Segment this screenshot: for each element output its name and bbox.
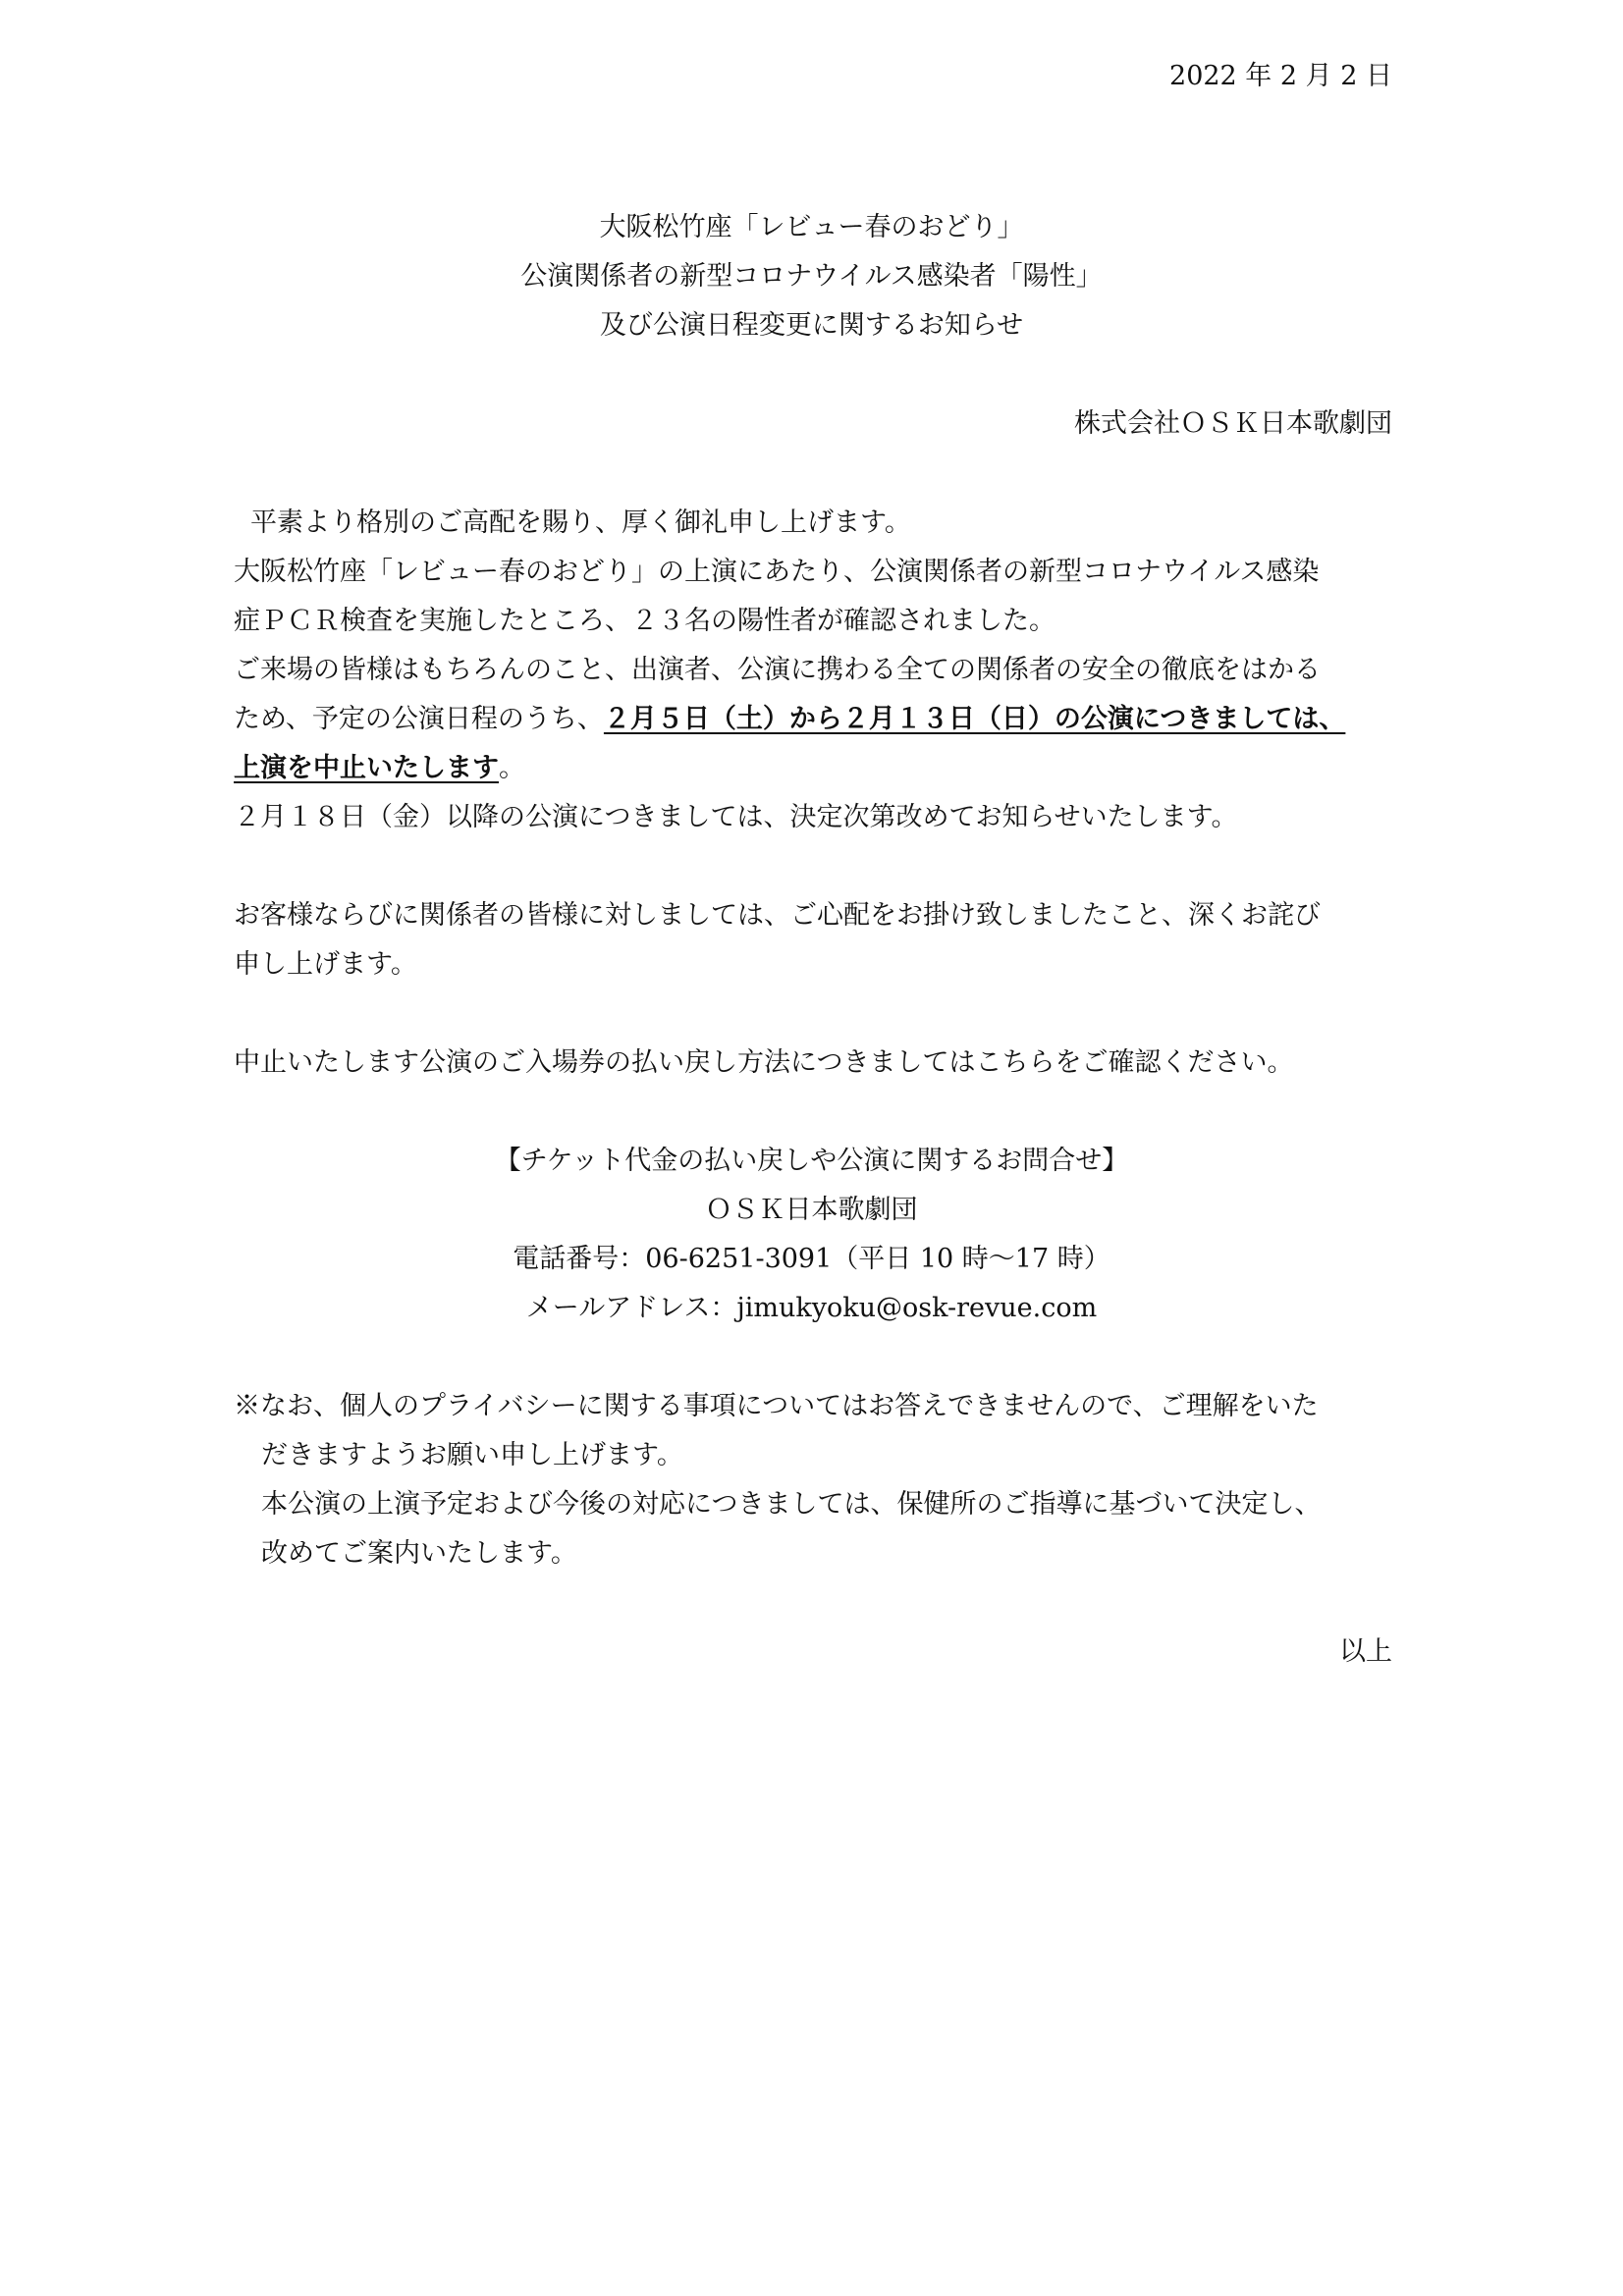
title-line-2: 公演関係者の新型コロナウイルス感染者「陽性」	[520, 261, 1103, 292]
document-date: 2022 年 2 月 2 日	[1169, 61, 1392, 91]
cancellation-notice-emphasis: 上演を中止いたします	[234, 753, 499, 783]
note-line-1: ※なお、個人のプライバシーに関する事項についてはお答えできませんので、ご理解をいた	[234, 1391, 1319, 1421]
body-para2-line3	[234, 749, 525, 788]
contact-phone: 電話番号：06-6251-3091（平日 10 時～17 時）	[513, 1244, 1110, 1274]
body-para1-line2: 症ＰＣＲ検査を実施したところ、２３名の陽性者が確認されました。	[234, 606, 1055, 636]
body-para2-line2	[234, 700, 1345, 739]
note-line-2: だきますようお願い申し上げます。	[261, 1440, 683, 1470]
cancellation-period-emphasis: ２月５日（土）から２月１３日（日）の公演につきましては、	[603, 704, 1346, 734]
title-line-1: 大阪松竹座「レビュー春のおどり」	[599, 212, 1024, 242]
refund-instruction: 中止いたします公演のご入場券の払い戻し方法につきましてはこちらをご確認ください。	[234, 1047, 1294, 1078]
body-para2-line3-tail: 。	[499, 753, 525, 783]
title-line-3: 及び公演日程変更に関するお知らせ	[599, 310, 1024, 341]
greeting-text: 平素より格別のご高配を賜り、厚く御礼申し上げます。	[250, 507, 911, 538]
apology-line-2: 申し上げます。	[234, 949, 417, 980]
note-line-4: 改めてご案内いたします。	[261, 1538, 577, 1569]
body-para2-line2-normal: ため、予定の公演日程のうち、	[234, 704, 604, 734]
note-line-3: 本公演の上演予定および今後の対応につきましては、保健所のご指導に基づいて決定し、	[261, 1489, 1322, 1520]
contact-organization: ＯＳＫ日本歌劇団	[705, 1195, 918, 1225]
contact-heading: 【チケット代金の払い戻しや公演に関するお問合せ】	[494, 1146, 1129, 1176]
apology-line-1: お客様ならびに関係者の皆様に対しましては、ご心配をお掛け致しましたこと、深くお詫び	[234, 900, 1321, 931]
body-para2-line1: ご来場の皆様はもちろんのこと、出演者、公演に携わる全ての関係者の安全の徹底をはかる	[234, 655, 1321, 685]
body-para3: ２月１８日（金）以降の公演につきましては、決定次第改めてお知らせいたします。	[234, 802, 1238, 832]
issuer-name: 株式会社ＯＳＫ日本歌劇団	[1074, 408, 1392, 439]
closing-text: 以上	[1339, 1636, 1392, 1667]
contact-email: メールアドレス：jimukyoku@osk-revue.com	[525, 1293, 1098, 1323]
body-para1-line1: 大阪松竹座「レビュー春のおどり」の上演にあたり、公演関係者の新型コロナウイルス感染	[234, 557, 1320, 587]
